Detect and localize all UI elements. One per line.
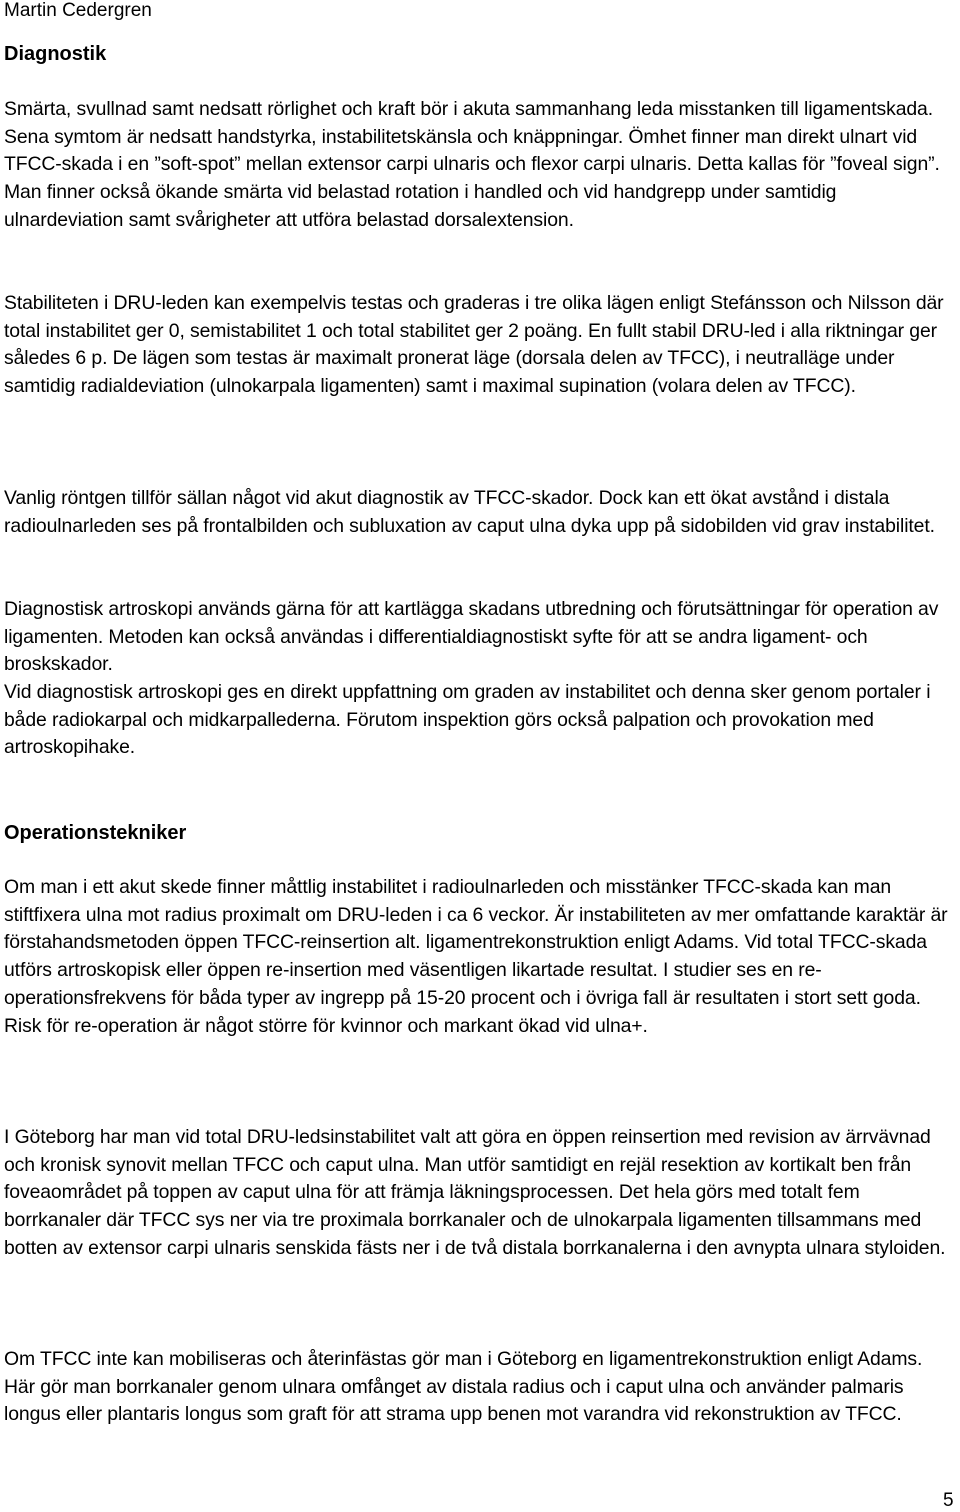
page-number: 5: [943, 1490, 954, 1511]
section-heading-operationstekniker: Operationstekniker: [4, 822, 187, 844]
paragraph: I Göteborg har man vid total DRU-ledsinstabilitet valt att göra en öppen reinsertion med revision av ärrvävnad och kronisk synovit mellan TFCC och caput ulna. Man utför samtidigt en rejäl resektion av kortikalt ben från foveaområdet på toppen av caput ulna för att främja läkningsprocessen. Det hela görs med totalt fem borrkanaler där TFCC sys ner via tre proximala borrkanaler och de ulnokarpala ligamenten tillsammans med botten av extensor carpi ulnaris senskida fästs ner i de två distala borrkanalerna i den avnypta ulnara styloiden.: [4, 1126, 946, 1259]
running-header-author: Martin Cedergren: [4, 0, 152, 21]
paragraph: Stabiliteten i DRU-leden kan exempelvis testas och graderas i tre olika lägen enligt Stefánsson och Nilsson där total instabilitet ger 0, semistabilitet 1 och total stabilitet ger 2 poäng. En fullt stabil DRU-led i alla riktningar ger således 6 p. De lägen som testas är maximalt pronerat läge (dorsala delen av TFCC), i neutralläge under samtidig radialdeviation (ulnokarpala ligamenten) samt i maximal supination (volara delen av TFCC).: [4, 292, 944, 398]
paragraph: Vid diagnostisk artroskopi ges en direkt uppfattning om graden av instabilitet och denna sker genom portaler i både radiokarpal och midkarpallederna. Förutom inspektion görs också palpation och provokation med artroskopihake.: [4, 681, 931, 759]
paragraph: Vanlig röntgen tillför sällan något vid akut diagnostik av TFCC-skador. Dock kan ett ökat avstånd i distala radioulnarleden ses på frontalbilden och subluxation av caput ulna dyka upp på sidobilden vid grav instabilitet.: [4, 487, 935, 537]
paragraph: Om man i ett akut skede finner måttlig instabilitet i radioulnarleden och misstänker TFCC-skada kan man stiftfixera ulna mot radius proximalt om DRU-leden i ca 6 veckor. Är instabiliteten av mer omfattande karaktär är förstahandsmetoden öppen TFCC-reinsertion alt. ligamentrekonstruktion enligt Adams. Vid total TFCC-skada utförs artroskopisk eller öppen re-insertion med väsentligen likartade resultat. I studier ses en re-operationsfrekvens för båda typer av ingrepp på 15-20 procent och i övriga fall är resultaten i stort sett goda. Risk för re-operation är något större för kvinnor och markant ökad vid ulna+.: [4, 876, 948, 1037]
paragraph: Om TFCC inte kan mobiliseras och återinfästas gör man i Göteborg en ligamentrekonstruktion enligt Adams. Här gör man borrkanaler genom ulnara omfånget av distala radius och i caput ulna och använder palmaris longus eller plantaris longus som graft för att strama upp benen mot varandra vid rekonstruktion av TFCC.: [4, 1348, 923, 1426]
section-heading-diagnostik: Diagnostik: [4, 43, 107, 65]
paragraph: Smärta, svullnad samt nedsatt rörlighet och kraft bör i akuta sammanhang leda misstanken till ligamentskada. Sena symtom är nedsatt handstyrka, instabilitetskänsla och knäppningar. Ömhet finner man direkt ulnart vid TFCC-skada i en ”soft-spot” mellan extensor carpi ulnaris och flexor carpi ulnaris. Detta kallas för ”foveal sign”. Man finner också ökande smärta vid belastad rotation i handled och vid handgrepp under samtidig ulnardeviation samt svårigheter att utföra belastad dorsalextension.: [4, 98, 940, 231]
paragraph: Diagnostisk artroskopi används gärna för att kartlägga skadans utbredning och förutsättningar för operation av ligamenten. Metoden kan också användas i differentialdiagnostiskt syfte för att se andra ligament- och broskskador.: [4, 598, 939, 676]
